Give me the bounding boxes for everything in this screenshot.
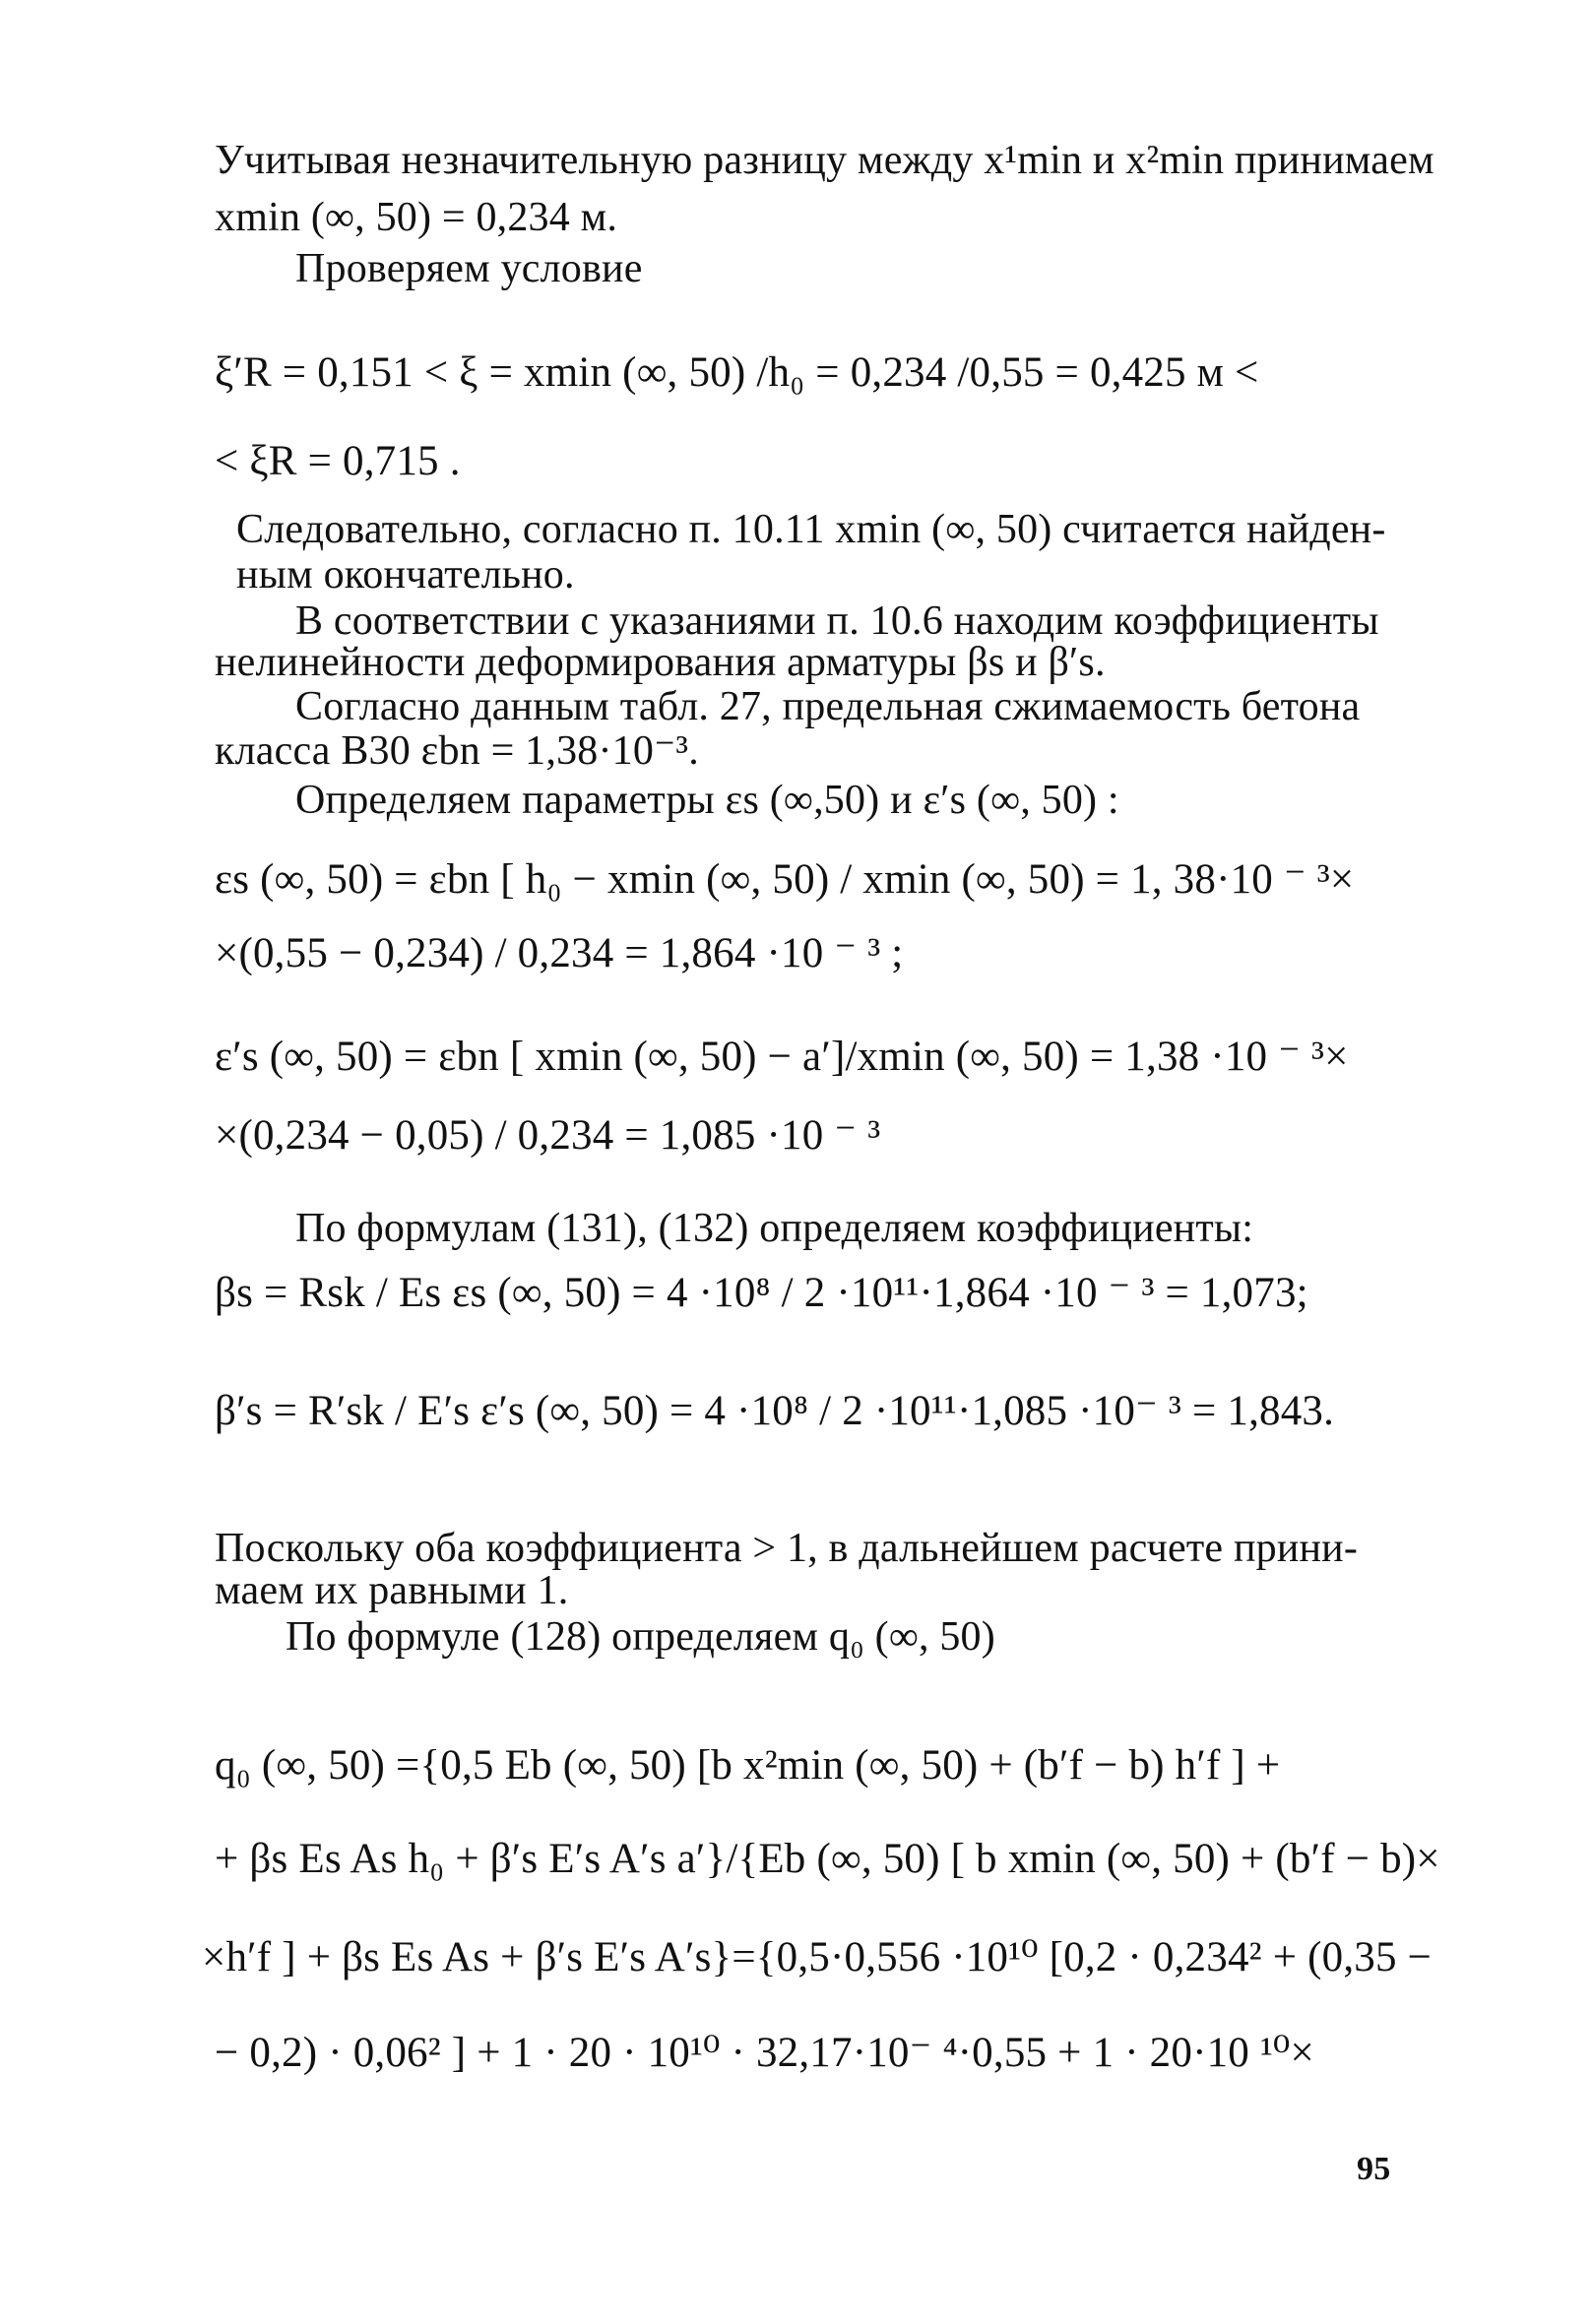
text-line: Учитывая незначительную разницу между x¹min и x²min принимаем bbox=[215, 138, 1434, 183]
text-line: Следовательно, согласно п. 10.11 xmin (∞, 50) считается найден- bbox=[236, 507, 1386, 552]
text-line: маем их равными 1. bbox=[215, 1568, 569, 1613]
formula-line: < ξR = 0,715 . bbox=[215, 438, 461, 484]
formula-line: ε′s (∞, 50) = εbn [ xmin (∞, 50) − a′]/xmin (∞, 50) = 1,38 ·10 ⁻ ³× bbox=[215, 1034, 1349, 1080]
formula-line: ξ′R = 0,151 < ξ = xmin (∞, 50) /h₀ = 0,234 /0,55 = 0,425 м < bbox=[215, 349, 1259, 396]
text-line: По формуле (128) определяем q₀ (∞, 50) bbox=[286, 1614, 995, 1660]
text-line: xmin (∞, 50) = 0,234 м. bbox=[215, 195, 618, 240]
formula-line: ×(0,234 − 0,05) / 0,234 = 1,085 ·10 ⁻ ³ bbox=[215, 1112, 881, 1159]
text-line: В соответствии с указаниями п. 10.6 находим коэффициенты bbox=[295, 598, 1379, 644]
text-line: По формулам (131), (132) определяем коэффициенты: bbox=[295, 1206, 1254, 1251]
text-line: Поскольку оба коэффициента > 1, в дальнейшем расчете прини- bbox=[215, 1526, 1359, 1571]
formula-line: εs (∞, 50) = εbn [ h₀ − xmin (∞, 50) / xmin (∞, 50) = 1, 38·10 ⁻ ³× bbox=[215, 856, 1355, 903]
text-line: ным окончательно. bbox=[236, 552, 575, 597]
text-line: Согласно данным табл. 27, предельная сжимаемость бетона bbox=[295, 684, 1361, 729]
text-line: класса B30 εbn = 1,38·10⁻³. bbox=[215, 728, 699, 774]
formula-line: q₀ (∞, 50) ={0,5 Eb (∞, 50) [b x²min (∞, 50) + (b′f − b) h′f ] + bbox=[215, 1742, 1281, 1789]
formula-line: ×(0,55 − 0,234) / 0,234 = 1,864 ·10 ⁻ ³ ; bbox=[215, 930, 904, 976]
text-line: Проверяем условие bbox=[295, 246, 643, 291]
text-line: нелинейности деформирования арматуры βs и β′s. bbox=[215, 640, 1106, 685]
text-line: Определяем параметры εs (∞,50) и ε′s (∞, 50) : bbox=[295, 778, 1119, 823]
formula-line: βs = Rsk / Es εs (∞, 50) = 4 ·10⁸ / 2 ·10¹¹·1,864 ·10 ⁻ ³ = 1,073; bbox=[215, 1270, 1308, 1316]
formula-line: − 0,2) · 0,06² ] + 1 · 20 · 10¹⁰ · 32,17·10⁻ ⁴·0,55 + 1 · 20·10 ¹⁰× bbox=[215, 2030, 1314, 2076]
page-number: 95 bbox=[1357, 2151, 1391, 2187]
formula-line: ×h′f ] + βs Es As + β′s E′s A′s}={0,5·0,556 ·10¹⁰ [0,2 · 0,234² + (0,35 − bbox=[202, 1934, 1433, 1980]
formula-line: + βs Es As h₀ + β′s E′s A′s a′}/{Eb (∞, 50) [ b xmin (∞, 50) + (b′f − b)× bbox=[215, 1836, 1440, 1882]
formula-line: β′s = R′sk / E′s ε′s (∞, 50) = 4 ·10⁸ / 2 ·10¹¹·1,085 ·10⁻ ³ = 1,843. bbox=[215, 1388, 1335, 1434]
